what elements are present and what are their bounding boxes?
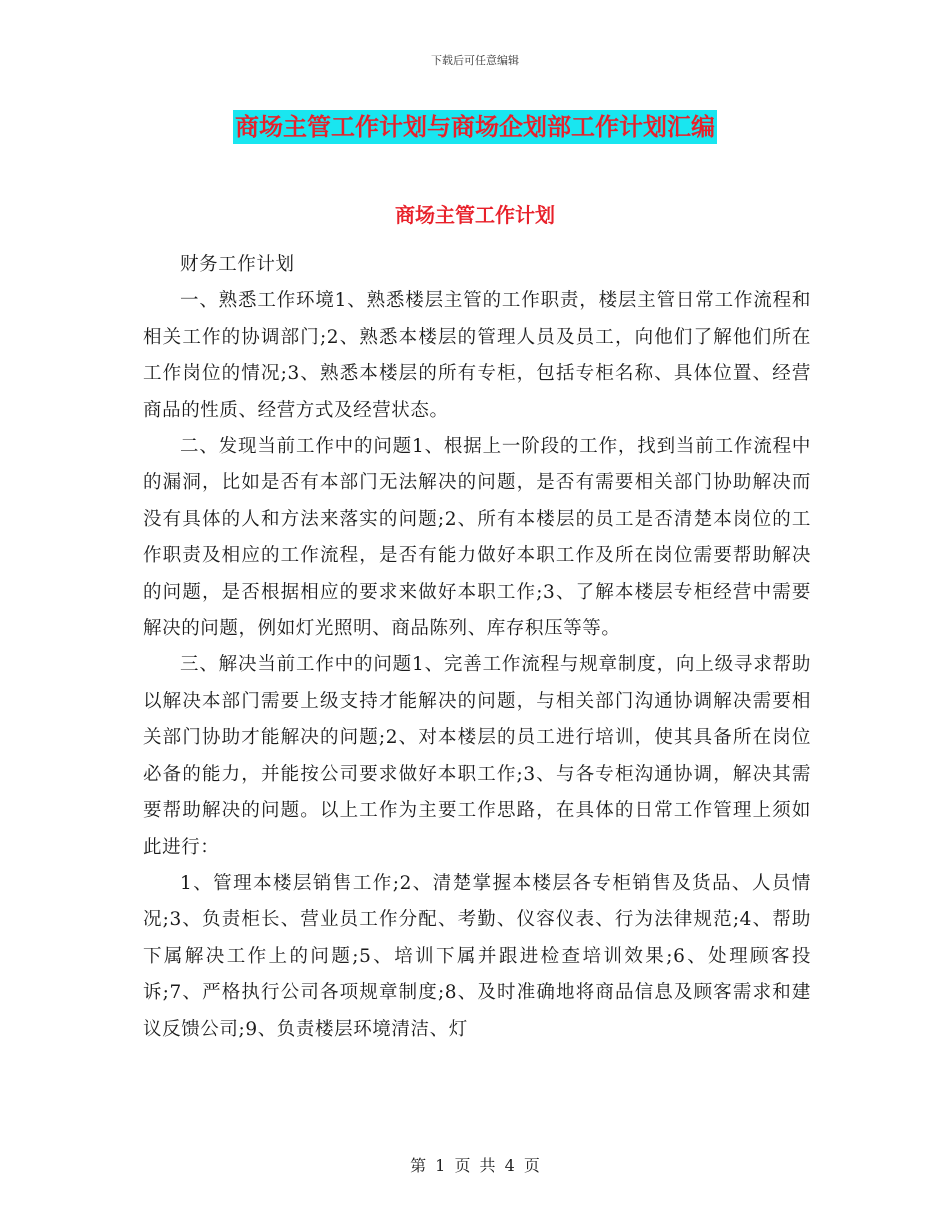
- paragraph-3: 三、解决当前工作中的问题1、完善工作流程与规章制度，向上级寻求帮助以解决本部门需要上级支持才能解决的问题，与相关部门沟通协调解决需要相关部门协助才能解决的问题;2、对本楼层的员工进行培训，使其具备所在岗位必备的能力，并能按公司要求做好本职工作;3、与各专柜沟通协调，解决其需要帮助解决的问题。以上工作为主要工作思路，在具体的日常工作管理上须如此进行：: [143, 654, 811, 858]
- document-title-container: [0, 110, 950, 144]
- paragraph-1: 一、熟悉工作环境1、熟悉楼层主管的工作职责，楼层主管日常工作流程和相关工作的协调部门;2、熟悉本楼层的管理人员及员工，向他们了解他们所在工作岗位的情况;3、熟悉本楼层的所有专柜，包括专柜名称、具体位置、经营商品的性质、经营方式及经营状态。: [143, 290, 811, 421]
- page-header-note: 下载后可任意编辑: [431, 54, 519, 67]
- section-title: 商场主管工作计划: [395, 203, 555, 227]
- paragraph-subheading: 财务工作计划: [180, 254, 295, 275]
- paragraph-2: 二、发现当前工作中的问题1、根据上一阶段的工作，找到当前工作流程中的漏洞，比如是否有本部门无法解决的问题，是否有需要相关部门协助解决而没有具体的人和方法来落实的问题;2、所有本楼层的员工是否清楚本岗位的工作职责及相应的工作流程，是否有能力做好本职工作及所在岗位需要帮助解决的问题，是否根据相应的要求来做好本职工作;3、了解本楼层专柜经营中需要解决的问题，例如灯光照明、商品陈列、库存积压等等。: [143, 436, 811, 640]
- document-title: 商场主管工作计划与商场企划部工作计划汇编: [233, 110, 717, 144]
- page-number-footer: 第 1 页 共 4 页: [410, 1156, 540, 1175]
- paragraph-4: 1、管理本楼层销售工作;2、清楚掌握本楼层各专柜销售及货品、人员情况;3、负责柜长、营业员工作分配、考勤、仪容仪表、行为法律规范;4、帮助下属解决工作上的问题;5、培训下属并跟进检查培训效果;6、处理顾客投诉;7、严格执行公司各项规章制度;8、及时准确地将商品信息及顾客需求和建议反馈公司;9、负责楼层环境清洁、灯: [143, 872, 811, 1040]
- document-body: [143, 247, 811, 1048]
